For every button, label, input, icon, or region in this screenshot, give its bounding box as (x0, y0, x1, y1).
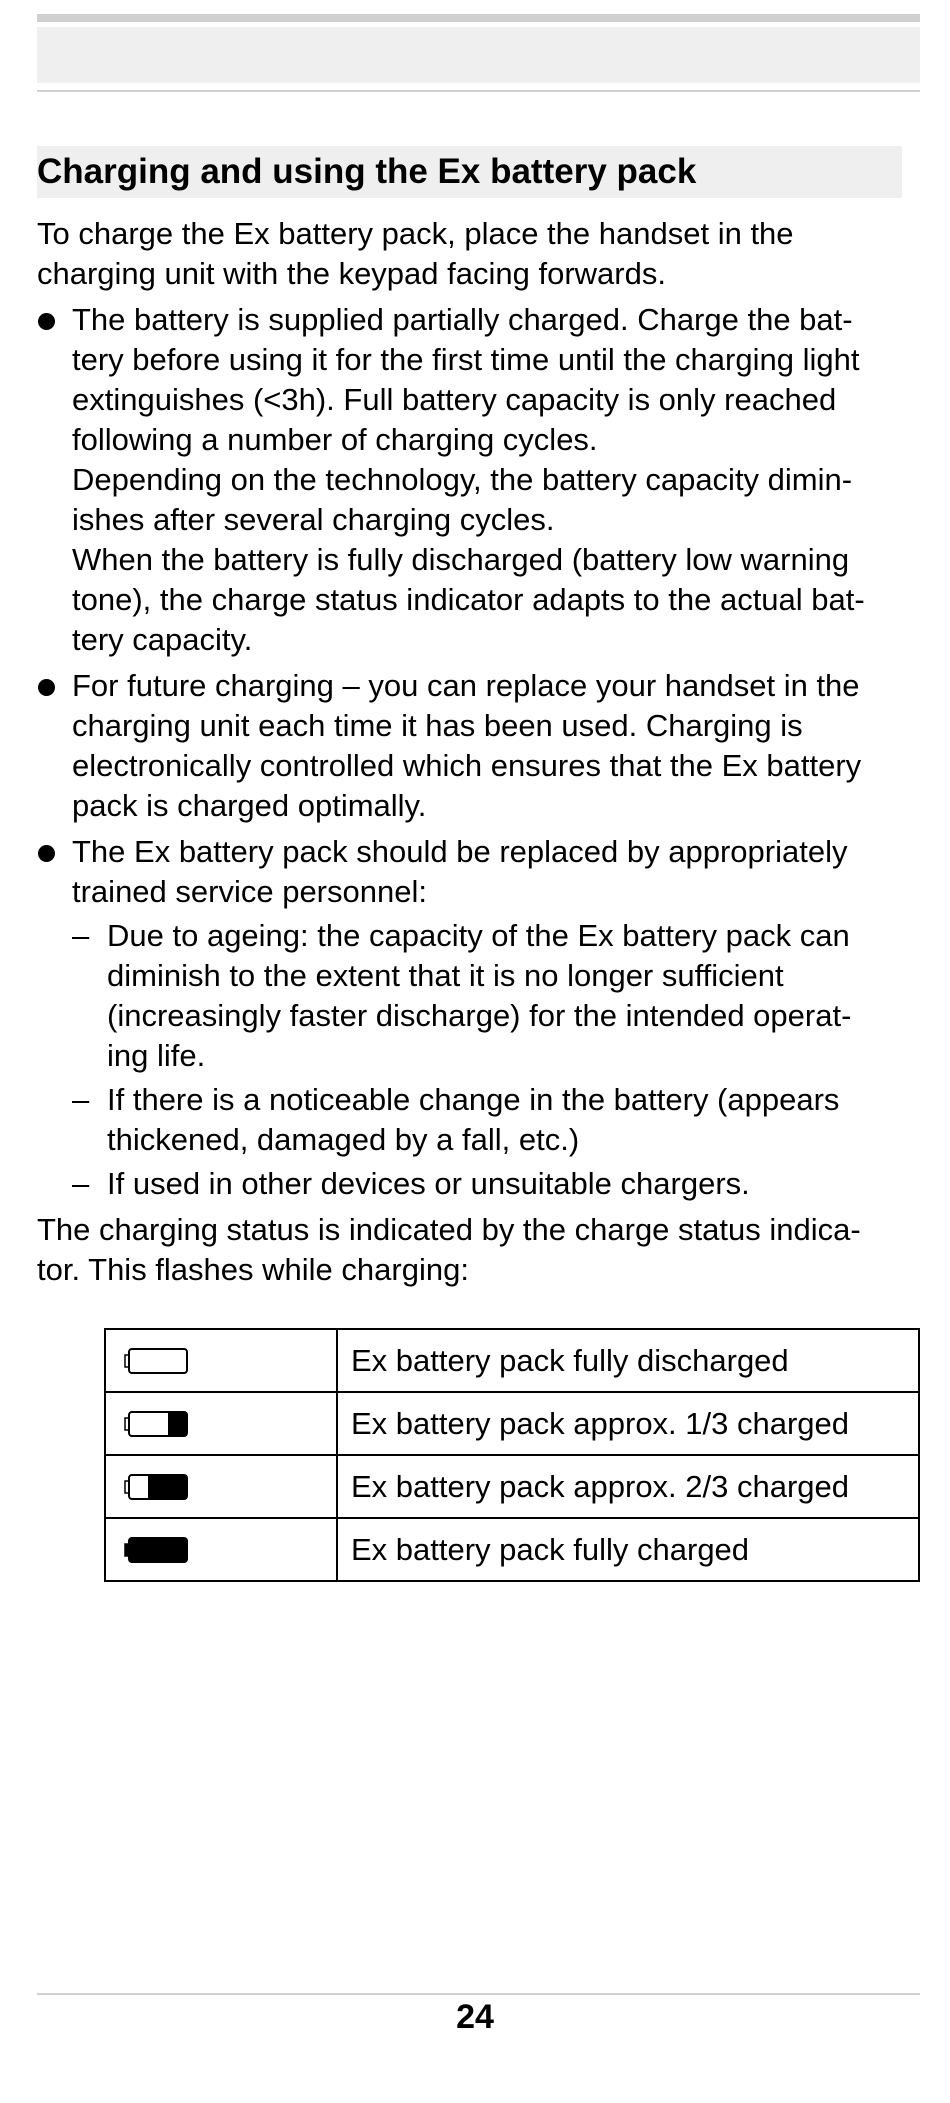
status-row (105, 1455, 919, 1518)
battery-empty-icon (124, 1346, 190, 1376)
text-line: extinguishes (<3h). Full battery capacity is only reached (72, 382, 837, 417)
text-line: For future charging – you can replace your handset in the (72, 668, 860, 703)
dash-text (107, 1164, 920, 1204)
text-line: thickened, damaged by a fall, etc.) (107, 1122, 580, 1157)
text-line: tery before using it for the first time until the charging light (72, 342, 860, 377)
bullet-item (37, 832, 920, 1204)
battery-two-thirds-icon (124, 1472, 190, 1502)
text-line: ishes after several charging cycles. (72, 502, 555, 537)
text-line: diminish to the extent that it is no longer sufficient (107, 958, 784, 993)
battery-one-third-icon (124, 1409, 190, 1439)
bullet-list (37, 300, 920, 1204)
bullet-text (72, 832, 920, 912)
text-line: (increasingly faster discharge) for the intended operat- (107, 998, 852, 1033)
bullet-icon (38, 845, 55, 862)
status-label: Ex battery pack fully discharged (337, 1329, 919, 1392)
dash-list (72, 916, 920, 1204)
status-row (105, 1392, 919, 1455)
charge-status-table (104, 1328, 920, 1582)
text-line: trained service personnel: (72, 874, 427, 909)
dash-item (72, 1164, 920, 1204)
dash-marker: – (72, 1082, 90, 1117)
page-number: 24 (456, 1998, 494, 2036)
text-line: charging unit each time it has been used. Charging is (72, 708, 803, 743)
status-label: Ex battery pack approx. 1/3 charged (337, 1392, 919, 1455)
text-line: ing life. (107, 1038, 206, 1073)
text-line: pack is charged optimally. (72, 788, 427, 823)
text-line: tor. This flashes while charging: (37, 1252, 469, 1287)
text-line: tone), the charge status indicator adapts to the actual bat- (72, 582, 865, 617)
header-band (37, 27, 920, 83)
bullet-icon (38, 313, 55, 330)
status-icon-cell (105, 1518, 337, 1581)
section-heading: Charging and using the Ex battery pack (37, 152, 697, 191)
bullet-icon (38, 679, 55, 696)
text-line: The Ex battery pack should be replaced by appropriately (72, 834, 848, 869)
text-line: When the battery is fully discharged (battery low warning (72, 542, 850, 577)
dash-text (107, 1080, 920, 1160)
dash-item (72, 916, 920, 1076)
text-line: If there is a noticeable change in the battery (appears (107, 1082, 840, 1117)
section-content (37, 214, 920, 1290)
status-icon-cell (105, 1392, 337, 1455)
intro-paragraph: To charge the Ex battery pack, place the handset in the charging unit with the keypad facing forwards. (37, 216, 794, 291)
status-intro-paragraph (37, 1210, 920, 1290)
dash-text (107, 916, 920, 1076)
status-label: Ex battery pack approx. 2/3 charged (337, 1455, 919, 1518)
status-label: Ex battery pack fully charged (337, 1518, 919, 1581)
battery-full-icon (124, 1535, 190, 1565)
text-line: The charging status is indicated by the charge status indica- (37, 1212, 861, 1247)
bullet-item (37, 666, 920, 826)
header-rule-thin (37, 90, 920, 92)
text-line: following a number of charging cycles. (72, 422, 598, 457)
status-row (105, 1329, 919, 1392)
dash-marker: – (72, 918, 90, 953)
text-line: tery capacity. (72, 622, 253, 657)
text-line: electronically controlled which ensures that the Ex battery (72, 748, 862, 783)
dash-item (72, 1080, 920, 1160)
text-line: If used in other devices or unsuitable chargers. (107, 1166, 750, 1201)
bullet-text (72, 666, 920, 826)
status-icon-cell (105, 1329, 337, 1392)
text-line: Due to ageing: the capacity of the Ex battery pack can (107, 918, 850, 953)
status-row (105, 1518, 919, 1581)
dash-marker: – (72, 1166, 90, 1201)
text-line: Depending on the technology, the battery capacity dimin- (72, 462, 853, 497)
text-line: The battery is supplied partially charged. Charge the bat- (72, 302, 853, 337)
bullet-text (72, 300, 920, 660)
status-icon-cell (105, 1455, 337, 1518)
bullet-item (37, 300, 920, 660)
header-rule-thick (37, 14, 920, 22)
